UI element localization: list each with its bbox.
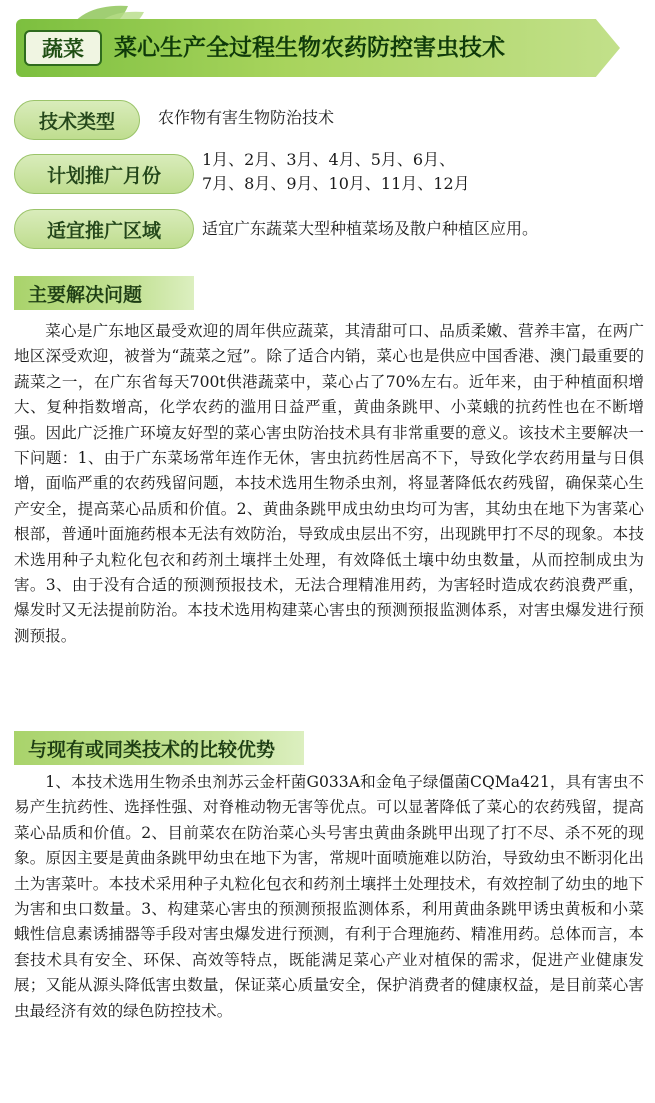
months-label: 计划推广月份 [14, 154, 194, 194]
header [0, 0, 655, 92]
region-value: 适宜广东蔬菜大型种植菜场及散户种植区应用。 [202, 219, 539, 238]
problems-paragraph: 菜心是广东地区最受欢迎的周年供应蔬菜，其清甜可口、品质柔嫩、营养丰富，在两广地区深受欢迎，被誉为“蔬菜之冠”。除了适合内销，菜心也是供应中国香港、澳门最重要的蔬菜之一，在广东省每天700t供港蔬菜中，菜心占了70%左右。近年来，由于种植面积增大、复种指数增高，化学农药的滥用日益严重，黄曲条跳甲、小菜蛾的抗药性也在不断增强。因此广泛推广环境友好型的菜心害虫防治技术具有非常重要的意义。该技术主要解决一下问题：1、由于广东菜场常年连作无休，害虫抗药性居高不下，导致化学农药用量与日俱增，面临严重的农药残留问题，本技术选用生物杀虫剂，将显著降低农药残留，确保菜心生产安全，提高菜心品质和价值。2、黄曲条跳甲成虫幼虫均可为害，其幼虫在地下为害菜心根部，普通叶面施药根本无法有效防治，导致成虫层出不穷，出现跳甲打不尽的现象。本技术选用种子丸粒化包衣和药剂土壤拌土处理，有效降低土壤中幼虫数量，从而控制成虫为害。3、由于没有合适的预测预报技术，无法合理精准用药，为害轻时造成农药浪费严重，爆发时又无法提前防治。本技术选用构建菜心害虫的预测预报监测体系，对害虫爆发进行预测预报。 [14, 322, 644, 645]
page-title: 菜心生产全过程生物农药防控害虫技术 [114, 35, 505, 61]
advantages-heading: 与现有或同类技术的比较优势 [14, 731, 304, 765]
months-line-1: 1月、2月、3月、4月、5月、6月、 [202, 150, 456, 169]
tech-type-label: 技术类型 [14, 100, 140, 140]
months-line-2: 7月、8月、9月、10月、11月、12月 [202, 174, 470, 193]
tech-type-value: 农作物有害生物防治技术 [158, 108, 335, 127]
region-label: 适宜推广区域 [14, 209, 194, 249]
problems-heading: 主要解决问题 [14, 276, 194, 310]
category-tag: 蔬菜 [24, 30, 102, 66]
advantages-paragraph: 1、本技术选用生物杀虫剂苏云金杆菌G033A和金龟子绿僵菌CQMa421，具有害虫不易产生抗药性、选择性强、对脊椎动物无害等优点。可以显著降低了菜心的农药残留，提高菜心品质和价值。2、目前菜农在防治菜心头号害虫黄曲条跳甲出现了打不尽、杀不死的现象。原因主要是黄曲条跳甲幼虫在地下为害，常规叶面喷施难以防治，导致幼虫不断羽化出土为害菜叶。本技术采用种子丸粒化包衣和药剂土壤拌土处理技术，有效控制了幼虫的地下为害和虫口数量。3、构建菜心害虫的预测预报监测体系，利用黄曲条跳甲诱虫黄板和小菜蛾性信息素诱捕器等手段对害虫爆发进行预测，有利于合理施药、精准用药。总体而言，本套技术具有安全、环保、高效等特点，既能满足菜心产业对植保的需求，促进产业健康发展；又能从源头降低害虫数量，保证菜心质量安全，保护消费者的健康权益，是目前菜心害虫最经济有效的绿色防控技术。 [14, 773, 644, 1020]
